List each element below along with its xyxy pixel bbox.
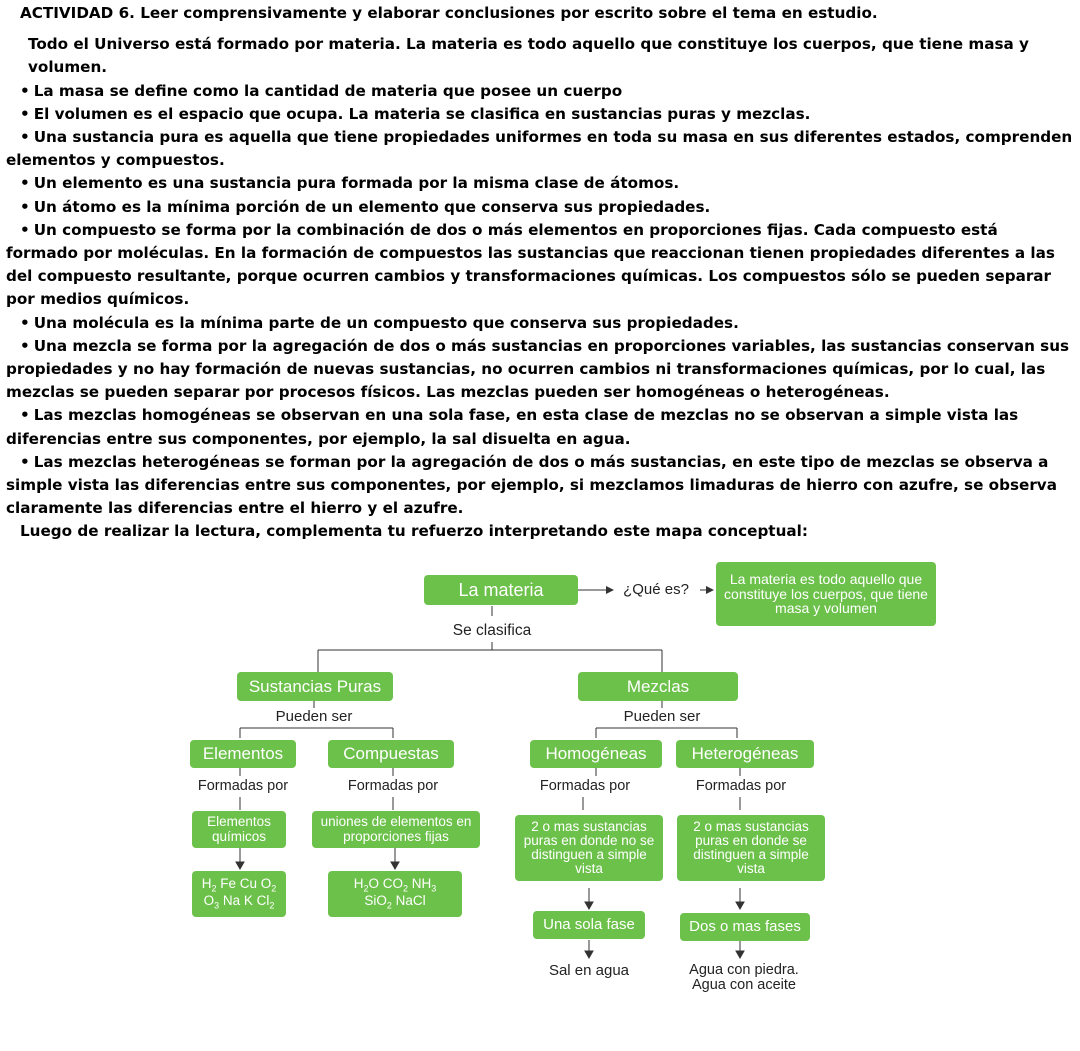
- formadas-por-label: Formadas por: [347, 778, 439, 794]
- closing-instruction: Luego de realizar la lectura, complementa tu refuerzo interpretando este mapa conceptual:: [20, 522, 808, 541]
- bullet-item: • La masa se define como la cantidad de materia que posee un cuerpo: [20, 81, 623, 100]
- compuestas-examples-line: SiO$_2$ NaCl: [364, 893, 426, 911]
- bullet-item: • Las mezclas heterogéneas se forman por la agregación de dos o más sustancias, en este tipo de mezclas se observa a simple vista las diferencias entre sus componentes, por ejemplo, si mezclamos limaduras de hierro con azufre, se observa claramente las diferencias entre el hierro y el azufre.: [6, 452, 1057, 518]
- bullet-item: • El volumen es el espacio que ocupa. La materia se clasifica en sustancias puras y mezclas.: [20, 104, 811, 123]
- elementos-examples-line: $H_2$ Fe Cu $O_2$: [201, 875, 277, 894]
- bullet-item: • Un elemento es una sustancia pura formada por la misma clase de átomos.: [20, 174, 680, 193]
- bullet-item: • Una mezcla se forma por la agregación de dos o más sustancias en proporciones variables, las sustancias conservan sus propiedades y no hay formación de nuevas sustancias, no ocurren cambios ni transformaciones químicas, por lo cual, las mezclas se pueden separar por procesos físicos. Las mezclas pueden ser homogéneas o heterogéneas.: [6, 336, 1070, 402]
- homogeneas-description-node: 2 o mas sustancias puras en donde no se distinguen a simple vista: [515, 815, 663, 881]
- bullet-item: • Un átomo es la mínima porción de un elemento que conserva sus propiedades.: [20, 197, 711, 216]
- materia-node: La materia: [424, 575, 578, 605]
- que-es-label: ¿Qué es?: [623, 581, 689, 598]
- formadas-por-label: Formadas por: [695, 778, 787, 794]
- se-clasifica-label: Se clasifica: [452, 622, 532, 639]
- dos-fases-node: Dos o mas fases: [680, 913, 810, 941]
- agua-con-aceite-label: Agua con aceite: [692, 977, 796, 993]
- pueden-ser-label: Pueden ser: [275, 708, 353, 725]
- formadas-por-label: Formadas por: [539, 778, 631, 794]
- sustancias-puras-node: Sustancias Puras: [237, 672, 393, 701]
- definition-node: La materia es todo aquello que constituye los cuerpos, que tiene masa y volumen: [716, 562, 936, 626]
- sal-en-agua-label: Sal en agua: [548, 962, 630, 979]
- intro-paragraph: Todo el Universo está formado por materia. La materia es todo aquello que constituye los cuerpos, que tiene masa y volumen.: [28, 35, 1029, 77]
- bullet-item: • Un compuesto se forma por la combinación de dos o más elementos en proporciones fijas. Cada compuesto está formado por moléculas. En la formación de compuestos las sustancias que reaccionan tienen propiedades diferentes a las del compuesto resultante, porque ocurren cambios y transformaciones químicas. Los compuestos sólo se pueden separar por medios químicos.: [6, 220, 1055, 309]
- formadas-por-label: Formadas por: [197, 778, 289, 794]
- mezclas-node: Mezclas: [578, 672, 738, 701]
- heterogeneas-node: Heterogéneas: [676, 740, 814, 768]
- activity-title: ACTIVIDAD 6. Leer comprensivamente y elaborar conclusiones por escrito sobre el tema en estudio.: [20, 4, 878, 22]
- bullet-item: • Una molécula es la mínima parte de un compuesto que conserva sus propiedades.: [20, 313, 739, 332]
- homogeneas-node: Homogéneas: [530, 740, 662, 768]
- compuestas-node: Compuestas: [328, 740, 454, 768]
- elementos-examples-node: [192, 871, 286, 917]
- elementos-node: Elementos: [190, 740, 296, 768]
- compuestas-examples-node: [328, 871, 462, 917]
- elementos-quimicos-node: Elementos químicos: [192, 811, 286, 848]
- elementos-examples-line: $O_3$ Na K $Cl_2$: [203, 893, 275, 911]
- bullet-item: • Una sustancia pura es aquella que tiene propiedades uniformes en toda su masa en sus diferentes estados, comprenden elementos y compuestos.: [6, 128, 1073, 170]
- uniones-node: uniones de elementos en proporciones fijas: [312, 811, 480, 848]
- compuestas-examples-line: $H_2O$ $CO_2$ $NH_3$: [353, 875, 437, 894]
- pueden-ser-label: Pueden ser: [623, 708, 701, 725]
- una-sola-fase-node: Una sola fase: [533, 911, 645, 939]
- bullet-item: • Las mezclas homogéneas se observan en una sola fase, en esta clase de mezclas no se observan a simple vista las diferencias entre sus componentes, por ejemplo, la sal disuelta en agua.: [6, 406, 1019, 448]
- agua-con-piedra-label: Agua con piedra.: [689, 962, 799, 978]
- heterogeneas-description-node: 2 o mas sustancias puras en donde se distinguen a simple vista: [677, 815, 825, 881]
